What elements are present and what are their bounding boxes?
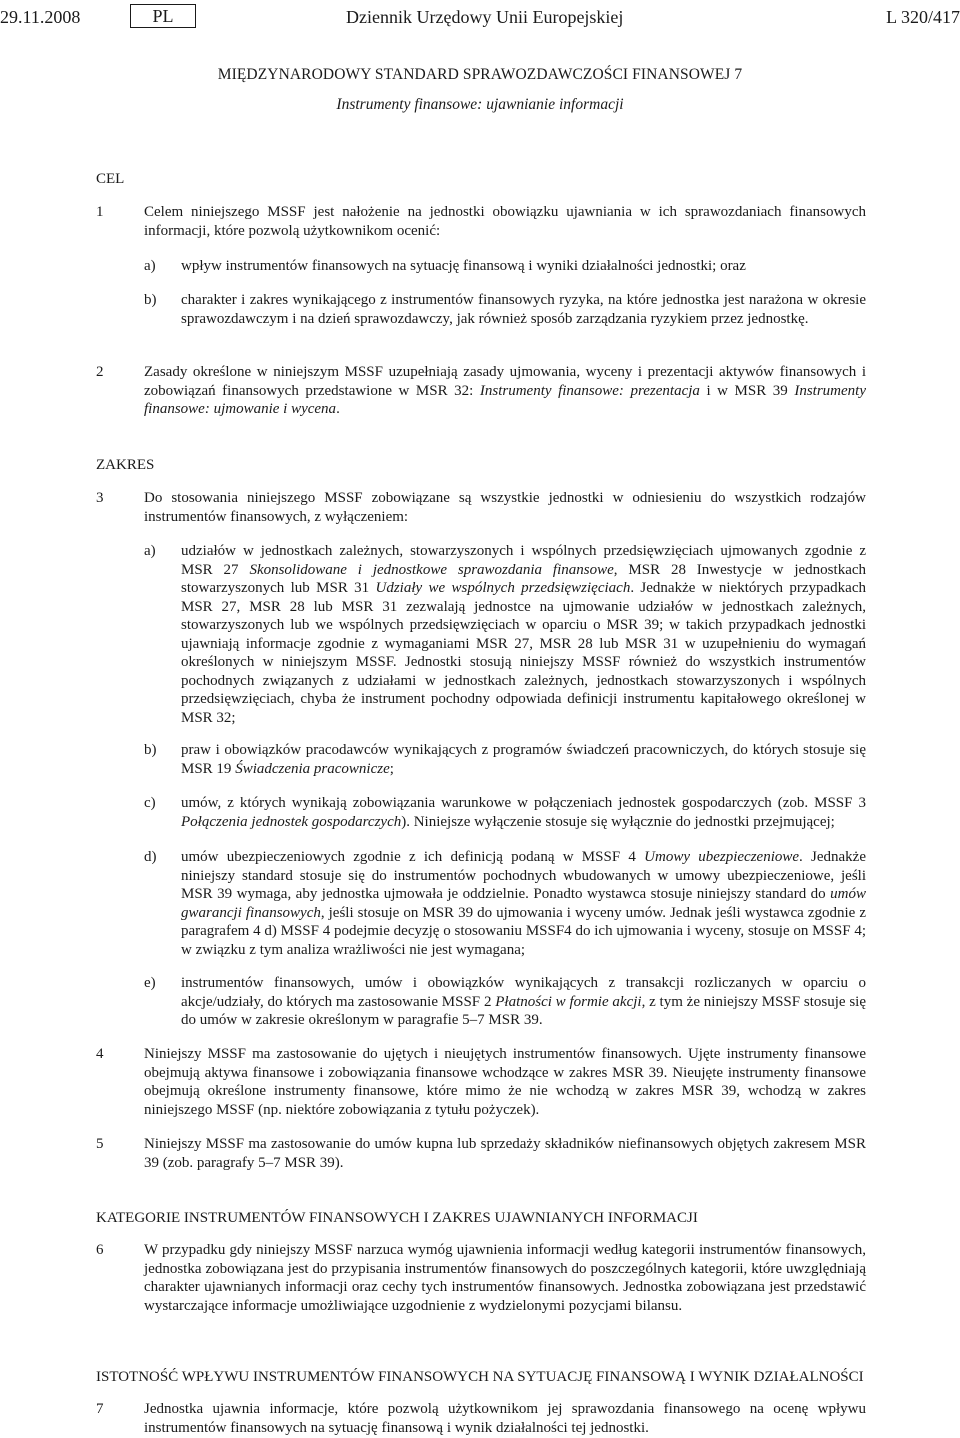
section-heading-cel: CEL: [96, 171, 125, 187]
paragraph-number: 2: [96, 364, 104, 380]
page-header: [0, 4, 960, 30]
paragraph-text: Celem niniejszego MSSF jest nałożenie na jednostki obowiązku ujawniania w ich sprawozdaniach finansowych informacji, które pozwolą użytkownikom ocenić:: [144, 204, 866, 239]
journal-title: Dziennik Urzędowy Unii Europejskiej: [346, 7, 624, 27]
standard-subtitle: Instrumenty finansowe: ujawnianie informacji: [336, 96, 624, 113]
paragraph-text: W przypadku gdy niniejszy MSSF narzuca wymóg ujawnienia informacji według kategorii instrumentów finansowych, jednostka zobowiązana jest do przypisania instrumentów finansowych do poszczególnych kategorii, które uwzględniają charakter ujawnianych informacji oraz cechy tych instrumentów finansowych. Jednostka zobowiązana jest przedstawić wystarczające informacje umożliwiające uzgodnienie z wydzielonymi pozycjami bilansu.: [144, 1242, 866, 1314]
list-item-text: umów, z których wynikają zobowiązania warunkowe w połączeniach jednostek gospodarczych (zob. MSSF 3 Połączenia jednostek gospodarczych). Niniejsze wyłączenie stosuje się wyłącznie do jednostki przejmującej;: [181, 795, 866, 830]
list-item-label: d): [144, 849, 157, 865]
list-item-label: b): [144, 292, 157, 308]
list-item-text: charakter i zakres wynikającego z instrumentów finansowych ryzyka, na które jednostka jest narażona w okresie sprawozdawczym i na dzień sprawozdawczy, jak również sposób zarządzania ryzykiem przez jednostkę.: [181, 292, 866, 327]
list-item-text: instrumentów finansowych, umów i obowiązków wynikających z transakcji rozliczanych w oparciu o akcje/udziały, do których ma zastosowanie MSSF 2 Płatności w formie akcji, z tym że niniejszy MSSF stosuje się do umów w zakresie określonym w paragrafie 5–7 MSR 39.: [181, 975, 866, 1028]
list-item-text: udziałów w jednostkach zależnych, stowarzyszonych i wspólnych przedsięwzięciach ujmowanych zgodnie z MSR 27 Skonsolidowane i jednostkowe sprawozdania finansowe, MSR 28 Inwestycje w jednostkach stowarzyszonych lub MSR 31 Udziały we wspólnych przedsięwzięciach. Jednakże w niektórych przypadkach MSR 27, MSR 28 lub MSR 31 zezwalają jednostce na ujmowanie udziałów w jednostkach zależnych, stowarzyszonych lub we wspólnych przedsięwzięciach w oparciu o MSR 39; w takich przypadkach jednostki ujawniają informacje zgodnie z wymaganiami MSR 27, MSR 28 lub MSR 31 w uzupełnieniu do wymagań określonych w niniejszym MSSF. Jednostki stosują niniejszy MSSF również do wszystkich instrumentów pochodnych związanych z udziałami w jednostkach zależnych, jednostkach stowarzyszonych i wspólnych przedsięwzięciach, chyba że instrument pochodny odpowiada definicji instrumentu kapitałowego określonej w MSR 32;: [181, 543, 867, 726]
section-heading-kategorie: KATEGORIE INSTRUMENTÓW FINANSOWYCH I ZAKRES UJAWNIANYCH INFORMACJI: [96, 1210, 698, 1226]
paragraph-number: 5: [96, 1136, 104, 1152]
list-item-label: a): [144, 258, 156, 274]
section-heading-zakres: ZAKRES: [96, 457, 155, 473]
list-item-text: wpływ instrumentów finansowych na sytuację finansową i wyniki działalności jednostki; oraz: [181, 258, 746, 274]
language-badge: PL: [130, 4, 196, 28]
list-item-label: b): [144, 742, 157, 758]
list-item-label: c): [144, 795, 156, 811]
paragraph-text: Jednostka ujawnia informacje, które pozwolą użytkownikom jej sprawozdania finansowego na ocenę wpływu instrumentów finansowych na sytuację finansową i wynik działalności tej jednostki.: [144, 1401, 866, 1436]
paragraph-number: 1: [96, 204, 104, 220]
paragraph-number: 6: [96, 1242, 104, 1258]
list-item-text: praw i obowiązków pracodawców wynikających z programów świadczeń pracowniczych, do których stosuje się MSR 19 Świadczenia pracownicze;: [181, 742, 866, 777]
paragraph-text: Do stosowania niniejszego MSSF zobowiązane są wszystkie jednostki w odniesieniu do wszystkich rodzajów instrumentów finansowych, z wyłączeniem:: [144, 490, 866, 525]
page-reference: L 320/417: [886, 7, 960, 27]
paragraph-number: 3: [96, 490, 104, 506]
publication-date: 29.11.2008: [0, 7, 81, 27]
paragraph-number: 4: [96, 1046, 104, 1062]
list-item-text: umów ubezpieczeniowych zgodnie z ich definicją podaną w MSSF 4 Umowy ubezpieczeniowe. Jednakże niniejszy standard stosuje się do instrumentów pochodnych wbudowanych w umowy ubezpieczeniowe, jeśli MSR 39 wymaga, aby jednostka ujmowała je oddzielnie. Ponadto wystawca stosuje niniejszy standard do umów gwarancji finansowych, jeśli stosuje on MSR 39 do ujmowania i wyceny umów. Jednak jeśli wystawca zgodnie z paragrafem 4 d) MSSF 4 podejmie decyzję o stosowaniu MSSF4 do ich ujmowania i wyceny, stosuje on MSSF 4; w związku z tym analiza wrażliwości nie jest wymagana;: [181, 849, 867, 958]
list-item-label: e): [144, 975, 156, 991]
list-item-label: a): [144, 543, 156, 559]
paragraph-text: Niniejszy MSSF ma zastosowanie do umów kupna lub sprzedaży składników niefinansowych objętych zakresem MSR 39 (zob. paragrafy 5–7 MSR 39).: [144, 1136, 866, 1171]
paragraph-number: 7: [96, 1401, 104, 1417]
paragraph-text: Niniejszy MSSF ma zastosowanie do ujętych i nieujętych instrumentów finansowych. Ujęte instrumenty finansowe obejmują aktywa finansowe i zobowiązania finansowe wchodzące w zakres MSR 39. Nieujęte instrumenty finansowe obejmują określone instrumenty finansowe, które mimo że nie wchodzą w zakres MSR 39, wchodzą w zakres niniejszego MSSF (np. niektóre zobowiązania z tytułu pożyczek).: [144, 1046, 866, 1118]
standard-title: MIĘDZYNARODOWY STANDARD SPRAWOZDAWCZOŚCI FINANSOWEJ 7: [217, 66, 743, 83]
paragraph-text: Zasady określone w niniejszym MSSF uzupełniają zasady ujmowania, wyceny i prezentacji aktywów finansowych i zobowiązań finansowych przedstawione w MSR 32: Instrumenty finansowe: prezentacja i w MSR 39 Instrumenty finansowe: ujmowanie i wycena.: [144, 364, 866, 417]
section-heading-istotnosc: ISTOTNOŚĆ WPŁYWU INSTRUMENTÓW FINANSOWYCH NA SYTUACJĘ FINANSOWĄ I WYNIK DZIAŁALNOŚCI: [96, 1369, 864, 1385]
